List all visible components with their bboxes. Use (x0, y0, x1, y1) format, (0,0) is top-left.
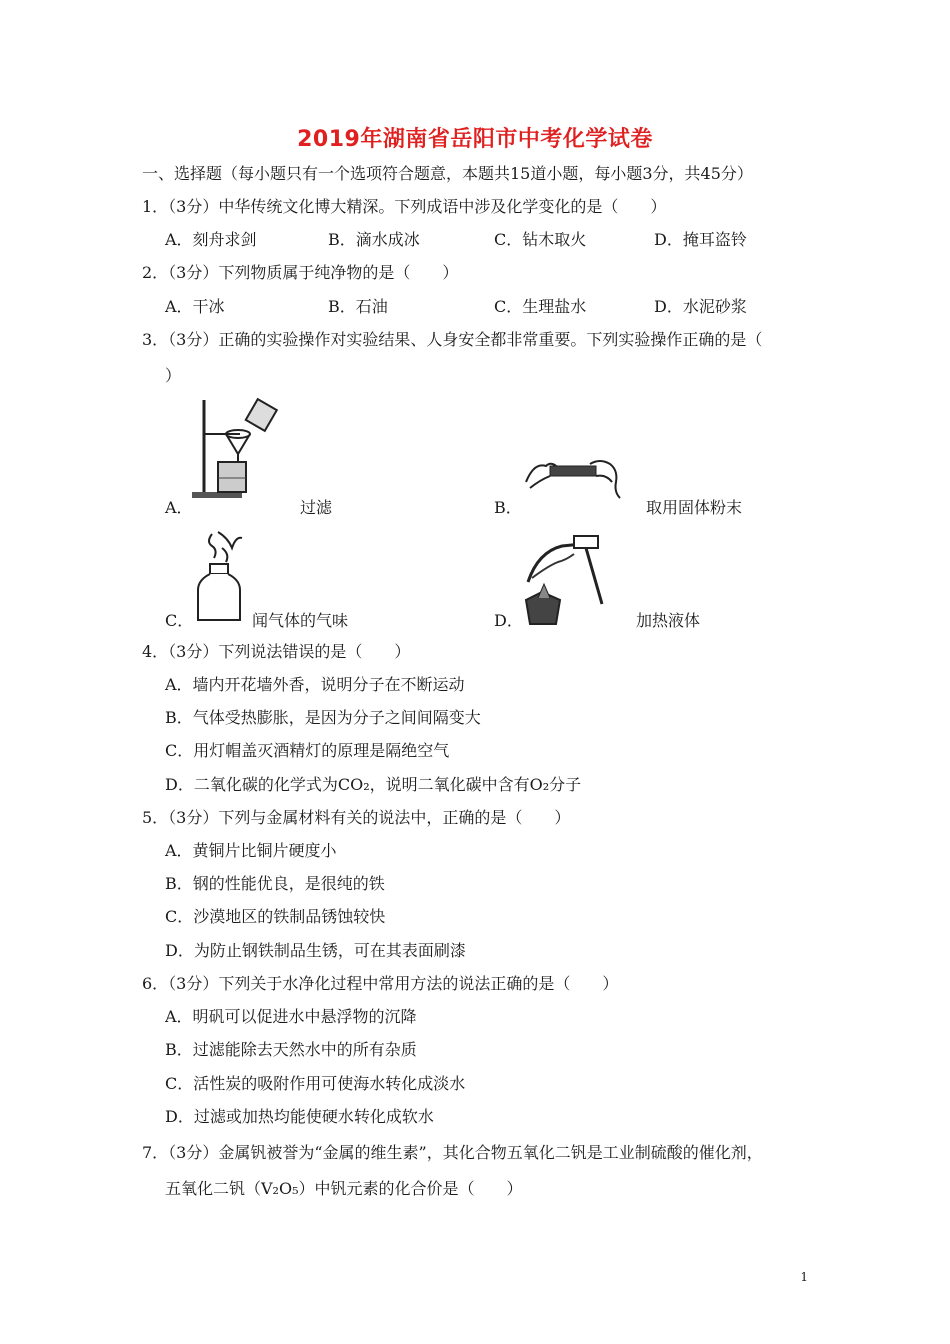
question-3-option-d: D． (494, 611, 523, 630)
question-2-option-a: A．干冰 (165, 297, 225, 316)
question-4-option-a: A．墙内开花墙外香，说明分子在不断运动 (165, 675, 465, 694)
question-6-option-d: D．过滤或加热均能使硬水转化成软水 (165, 1107, 434, 1126)
question-5-option-c: C．沙漠地区的铁制品锈蚀较快 (165, 907, 386, 926)
powder-spoon-figure (520, 452, 630, 500)
question-3-option-a: A． (165, 498, 193, 517)
question-4-option-c: C．用灯帽盖灭酒精灯的原理是隔绝空气 (165, 741, 450, 760)
question-3-stem-cont: ） (165, 366, 182, 385)
heating-test-tube-figure (518, 532, 610, 632)
question-5-option-d: D．为防止钢铁制品生锈，可在其表面刷漆 (165, 941, 466, 960)
question-2-stem: 2．（3分）下列物质属于纯净物的是（ ） (142, 263, 459, 282)
question-3-caption-c: 闻气体的气味 (252, 611, 349, 630)
question-6-stem: 6．（3分）下列关于水净化过程中常用方法的说法正确的是（ ） (142, 974, 619, 993)
question-3-caption-d: 加热液体 (636, 611, 701, 630)
question-3-caption-a: 过滤 (300, 498, 333, 517)
page-number: 1 (800, 1270, 808, 1284)
question-1-stem: 1．（3分）中华传统文化博大精深。下列成语中涉及化学变化的是（ ） (142, 197, 667, 216)
section-heading: 一、选择题（每小题只有一个选项符合题意，本题共15道小题，每小题3分，共45分） (142, 164, 753, 183)
question-6-option-a: A．明矾可以促进水中悬浮物的沉降 (165, 1007, 417, 1026)
question-5-stem: 5．（3分）下列与金属材料有关的说法中，正确的是（ ） (142, 808, 571, 827)
question-1-option-b: B．滴水成冰 (328, 230, 420, 249)
question-7-stem-cont: 五氧化二钒（V₂O₅）中钒元素的化合价是（ ） (165, 1179, 523, 1198)
question-4-stem: 4．（3分）下列说法错误的是（ ） (142, 642, 411, 661)
question-2-option-b: B．石油 (328, 297, 388, 316)
question-5-option-b: B．钢的性能优良，是很纯的铁 (165, 874, 385, 893)
question-1-option-a: A．刻舟求剑 (165, 230, 257, 249)
question-6-option-b: B．过滤能除去天然水中的所有杂质 (165, 1040, 417, 1059)
question-5-option-a: A．黄铜片比铜片硬度小 (165, 841, 337, 860)
question-1-option-c: C．钻木取火 (494, 230, 587, 249)
question-6-option-c: C．活性炭的吸附作用可使海水转化成淡水 (165, 1074, 466, 1093)
question-2-option-c: C．生理盐水 (494, 297, 587, 316)
question-1-option-d: D．掩耳盗铃 (654, 230, 747, 249)
question-4-option-b: B．气体受热膨胀，是因为分子之间间隔变大 (165, 708, 481, 727)
page-title: 2019年湖南省岳阳市中考化学试卷 (297, 127, 653, 152)
question-7-stem: 7．（3分）金属钒被誉为“金属的维生素”，其化合物五氧化二钒是工业制硫酸的催化剂， (142, 1143, 763, 1162)
question-4-option-d: D．二氧化碳的化学式为CO₂，说明二氧化碳中含有O₂分子 (165, 775, 582, 794)
filtration-apparatus-figure (188, 396, 280, 500)
question-3-stem: 3．（3分）正确的实验操作对实验结果、人身安全都非常重要。下列实验操作正确的是（ (142, 330, 763, 349)
question-3-caption-b: 取用固体粉末 (646, 498, 743, 517)
question-3-option-c: C． (165, 611, 194, 630)
question-3-option-b: B． (494, 498, 522, 517)
smelling-bottle-figure (192, 528, 248, 624)
question-2-option-d: D．水泥砂浆 (654, 297, 747, 316)
